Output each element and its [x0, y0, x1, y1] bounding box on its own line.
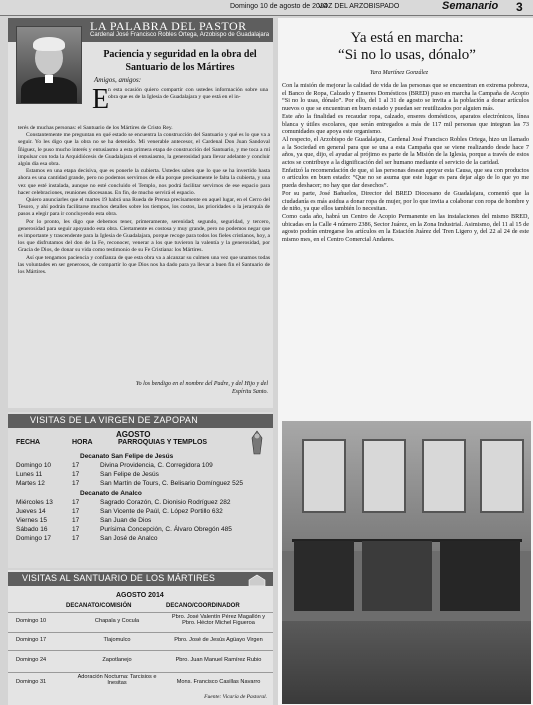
table-row: Domingo 10 17 Divina Providencia, C. Corregidora 109	[16, 462, 213, 469]
paragraph: Como cada año, habrá un Centro de Acopio Permanente en las instalaciones del mismo BRED, ubicadas en la Calle 4 número 2386, Sector Juárez, en la Zona Industrial. Asimismo, del 11 al 15 de agosto podrán entregarse los artículos en la Estación Juárez del Tren Ligero y, del 22 al 24 de este mismo mes, en el Centro Comercial Andares.	[282, 212, 529, 244]
table-row: Domingo 17 Tlajomulco Pbro. José de Jesús Agüayo Virgen	[8, 632, 273, 651]
paragraph: Al respecto, el Arzobispo de Guadalajara, Cardenal José Francisco Robles Ortega, hizo un llamado a la Sociedad en general para que se una a esta Campaña que se viene realizando desde hace 7 años, ya que, dijo, el ayudar al prójimo es parte de la Misión de la Iglesia, porque a través de estos actos se contribuye a la dignificación del ser humano mediante el servicio de la caridad.	[282, 135, 529, 167]
col-parroquias: PARROQUIAS Y TEMPLOS	[118, 439, 208, 446]
paragraph: Constantemente me preguntan en qué estado se encuentra la construcción del Santuario y qué es lo que va a seguir. Yo les digo que la obra no se ha detenido. Mi venerable antecesor, el Cardenal Don Juan Sandoval Íñiguez, le puso mucho interés y entusiasmo a esta primera etapa de construcción del Santuario, y me toca a mí impulsar con toda la Arquidiócesis de Guadalajara el entusiasmo, la generosidad para llevar adelante y concluir algún día esa obra.	[18, 132, 270, 168]
lead-paragraph: n esta ocasión quiero compartir con ustedes información sobre una obra que es de la Iglesia de Guadalajara y que está en el in-	[108, 87, 268, 101]
table-row: Miércoles 13 17 Sagrado Corazón, C. Dionisio Rodríguez 282	[16, 499, 231, 506]
santuario-visits-table	[8, 570, 273, 705]
page-header	[0, 0, 533, 16]
pastor-column	[8, 18, 273, 408]
pastor-body	[18, 125, 270, 276]
col-fecha: FECHA	[16, 439, 41, 446]
virgin-emblem-icon	[245, 430, 269, 456]
paragraph: Enfatizó la recomendación de que, si las personas desean apoyar esta Causa, que sea con productos o artículos en buen estado: “Que no se asuma que este lugar es para dejar algo de lo que yo me pueda deshacer; no hay que dar desechos”.	[282, 166, 529, 190]
paragraph: Por su parte, José Bañuelos, Director del BRED Diocesano de Guadalajara, comentó que la ciudadanía es más asidua a donar ropa de mujer, por lo que invita a colaborar con ropa de hombre y de niño, ya que ellos también lo necesitan.	[282, 189, 529, 213]
blessing: Yo los bendigo en el nombre del Padre, y del Hijo y del Espíritu Santo.	[135, 381, 268, 395]
zapopan-visits-table	[8, 412, 273, 568]
col-hora: HORA	[72, 439, 93, 446]
table-row: Domingo 31 Adoración Nocturna: Tarcisios e Inesitas Mons. Francisco Casillas Navarro	[8, 672, 273, 693]
table-row: Viernes 15 17 San Juan de Dios	[16, 517, 152, 524]
col-decanato: DECANATO/COMISIÓN	[66, 603, 132, 609]
brand-logo: Semanario	[442, 0, 499, 12]
paragraph: Así que tengamos paciencia y confianza de que esta obra va a alcanzar su culmen una vez que unamos todas las voluntades en ser generosos, de compartir lo que Dios nos ha dado para ya llevar a buen fin el Santuario de los Mártires.	[18, 254, 270, 276]
table-row: Lunes 11 17 San Felipe de Jesús	[16, 471, 159, 478]
masthead-subtitle: Cardenal José Francisco Robles Ortega, Arzobispo de Guadalajara	[90, 32, 270, 38]
table-row: Jueves 14 17 San Vicente de Paúl, C. López Portillo 632	[16, 508, 223, 515]
cardinal-portrait	[16, 26, 82, 104]
santuario-month: AGOSTO 2014	[116, 592, 164, 599]
article-title	[282, 30, 532, 64]
group-heading: Decanato San Felipe de Jesús	[80, 453, 174, 460]
table-row: Domingo 24 Zapotlanejo Pbro. Juan Manuel Ramírez Rubio	[8, 650, 273, 673]
table-row: Sábado 16 17 Purísima Concepción, C. Álvaro Obregón 485	[16, 526, 232, 533]
article-column	[278, 18, 533, 705]
paragraph: Con la misión de mejorar la calidad de vida de las personas que se encuentran en extrema pobreza, el Banco de Ropa, Calzado y Enseres Domésticos (BRED) puso en marcha la Campaña de Acopio “Si no lo usas, dónalo”. Por ello, del 1 al 31 de agosto se invita a la población a donar artículos nuevos o que se encuentran en buen estado y puedan ser reutilizados por alguien más.	[282, 82, 529, 113]
issue-date: Domingo 10 de agosto de 2014	[230, 3, 328, 10]
title-line-1: Ya está en marcha:	[350, 30, 464, 46]
pastor-headline: Paciencia y seguridad en la obra del Santuario de los Mártires	[103, 49, 257, 73]
section-name: VOZ DEL ARZOBISPADO	[318, 3, 400, 10]
byline: Yara Martínez González	[370, 70, 429, 76]
paragraph: Estamos en una etapa decisiva, que es ponerle la cubierta. Ustedes saben que lo que se ha invertido hasta ahora es una cantidad grande, pero no podemos servirnos de ella porque precisamente le falta la cubierta, y una vez que esté instalada, aunque no esté concluido el Templo, nos podrá facilitar servirnos de ese espacio para hacer celebraciones, reuniones diocesanas. En fin, de mucho servirá el espacio.	[18, 168, 270, 196]
zapopan-month: AGOSTO	[116, 430, 151, 439]
source-note: Fuente: Vicaría de Pastoral.	[204, 694, 267, 700]
group-heading: Decanato de Analco	[80, 490, 142, 497]
article-body	[282, 82, 529, 244]
table-row: Domingo 17 17 San José de Analco	[16, 535, 158, 542]
clothing-collection-photo	[282, 421, 531, 704]
zapopan-banner-text: VISITAS DE LA VIRGEN DE ZAPOPAN	[30, 415, 199, 425]
masthead-title: LA PALABRA DEL PASTOR	[90, 19, 247, 33]
page-number: 3	[516, 0, 523, 14]
paragraph: terés de muchas personas: el Santuario de los Mártires de Cristo Rey.	[18, 125, 173, 131]
paragraph: Quiero anunciarles que el martes 19 habrá una Rueda de Prensa precisamente en aquel lugar, en el Cerro del Tesoro, y ahí podrán facilitarse muchos detalles sobre los tiempos, los costos, las prioridades o la jerarquía de pasos a elegir para ir concluyendo esta obra.	[18, 197, 270, 218]
santuario-banner-text: VISITAS AL SANTUARIO DE LOS MÁRTIRES	[22, 573, 216, 583]
santuario-banner	[8, 572, 273, 586]
church-icon	[247, 574, 267, 586]
table-row: Domingo 10 Chapala y Cocula Pbro. José Valentín Pérez Magallón y Pbro. Héctor Michel Figueroa	[8, 612, 273, 633]
greeting: Amigos, amigos:	[94, 76, 142, 84]
paragraph: Por lo pronto, les digo que debemos tener, primeramente, serenidad; segundo, seguridad, y tercero, generosidad para seguir apoyando esta obra. Ciertamente es costosa y muy grande, pero no podemos negar que es importante y trascendente para la Iglesia de Guadalajara, porque recoge para todos los fieles cristianos, hoy, a los que disfrutamos del don de la Fe, reconocer, venerar a los que tuvieron la valentía y la generosidad, por Gracia de Dios, de donar su vida como testimonio de su Fe Cristiana: los Mártires.	[18, 218, 270, 254]
zapopan-banner	[8, 414, 273, 428]
col-coordinador: DECANO/COORDINADOR	[166, 603, 240, 609]
title-line-2: “Si no lo usas, dónalo”	[338, 47, 476, 63]
drop-cap: E	[92, 84, 110, 115]
paragraph: Este año la finalidad es recaudar ropa, calzado, enseres domésticos, aparatos electrónicos, línea blanca y útiles escolares, que serán entregados a más de 117 mil personas que integran las 73 comunidades que apoya este organismo.	[282, 112, 529, 136]
table-row: Martes 12 17 San Martín de Tours, C. Belisario Domínguez 525	[16, 480, 243, 487]
